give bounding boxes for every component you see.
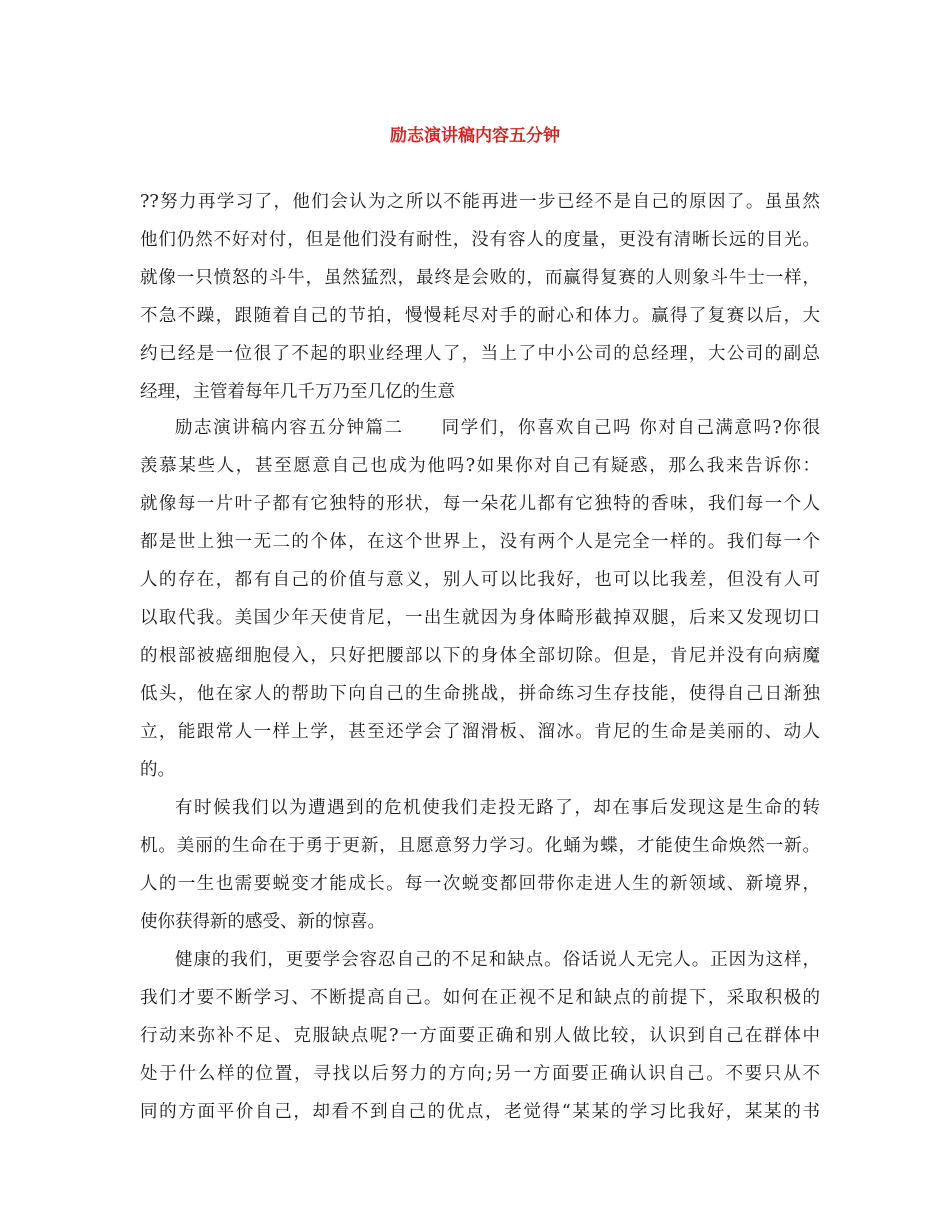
body-line: 立，能跟常人一样上学，甚至还学会了溜滑板、溜冰。肯尼的生命是美丽的、动人 (140, 722, 820, 742)
body-line: 就像每一片叶子都有它独特的形状，每一朵花儿都有它独特的香味，我们每一个人 (140, 494, 820, 514)
body-line: 使你获得新的感受、新的惊喜。 (140, 912, 385, 932)
body-line: 的。 (140, 760, 175, 780)
body-line: 约已经是一位很了不起的职业经理人了，当上了中小公司的总经理，大公司的副总 (140, 344, 820, 364)
body-line: 不急不躁，跟随着自己的节拍，慢慢耗尽对手的耐心和体力。赢得了复赛以后，大 (140, 306, 820, 326)
body-line: 就像一只愤怒的斗牛，虽然猛烈，最终是会败的，而赢得复赛的人则象斗牛士一样， (140, 268, 820, 288)
body-line: ??努力再学习了，他们会认为之所以不能再进一步已经不是自己的原因了。虽虽然 (140, 192, 820, 212)
body-line: 都是世上独一无二的个体，在这个世界上，没有两个人是完全一样的。我们每一个 (140, 532, 820, 552)
body-line: 羡慕某些人，甚至愿意自己也成为他吗?如果你对自己有疑惑，那么我来告诉你： (140, 456, 820, 476)
body-line: 同的方面平价自己，却看不到自己的优点，老觉得“某某的学习比我好，某某的书 (140, 1102, 820, 1122)
body-line: 机。美丽的生命在于勇于更新，且愿意努力学习。化蛹为蝶，才能使生命焕然一新。 (140, 836, 820, 856)
body-line: 行动来弥补不足、克服缺点呢?一方面要正确和别人做比较，认识到自己在群体中 (140, 1026, 820, 1046)
body-line: 低头，他在家人的帮助下向自己的生命挑战，拼命练习生存技能，使得自己日渐独 (140, 684, 820, 704)
document-title: 励志演讲稿内容五分钟 (390, 126, 560, 146)
body-line: 的根部被癌细胞侵入，只好把腰部以下的身体全部切除。但是，肯尼并没有向病魔 (140, 646, 820, 666)
body-line: 处于什么样的位置，寻找以后努力的方向;另一方面要正确认识自己。不要只从不 (140, 1064, 820, 1084)
body-line: 人的存在，都有自己的价值与意义，别人可以比我好，也可以比我差，但没有人可 (140, 570, 820, 590)
body-line: 健康的我们，更要学会容忍自己的不足和缺点。俗话说人无完人。正因为这样， (175, 950, 820, 970)
body-line: 他们仍然不好对付，但是他们没有耐性，没有容人的度量，更没有清晰长远的目光。 (140, 230, 820, 250)
body-line: 我们才要不断学习、不断提高自己。如何在正视不足和缺点的前提下，采取积极的 (140, 988, 820, 1008)
body-line: 有时候我们以为遭遇到的危机使我们走投无路了，却在事后发现这是生命的转 (175, 798, 820, 818)
body-line: 励志演讲稿内容五分钟篇二 同学们，你喜欢自己吗 你对自己满意吗?你很 (175, 418, 820, 438)
body-line: 人的一生也需要蜕变才能成长。每一次蜕变都回带你走进人生的新领域、新境界， (140, 874, 820, 894)
body-line: 以取代我。美国少年天使肯尼，一出生就因为身体畸形截掉双腿，后来又发现切口 (140, 608, 820, 628)
body-line: 经理，主管着每年几千万乃至几亿的生意 (140, 382, 455, 402)
